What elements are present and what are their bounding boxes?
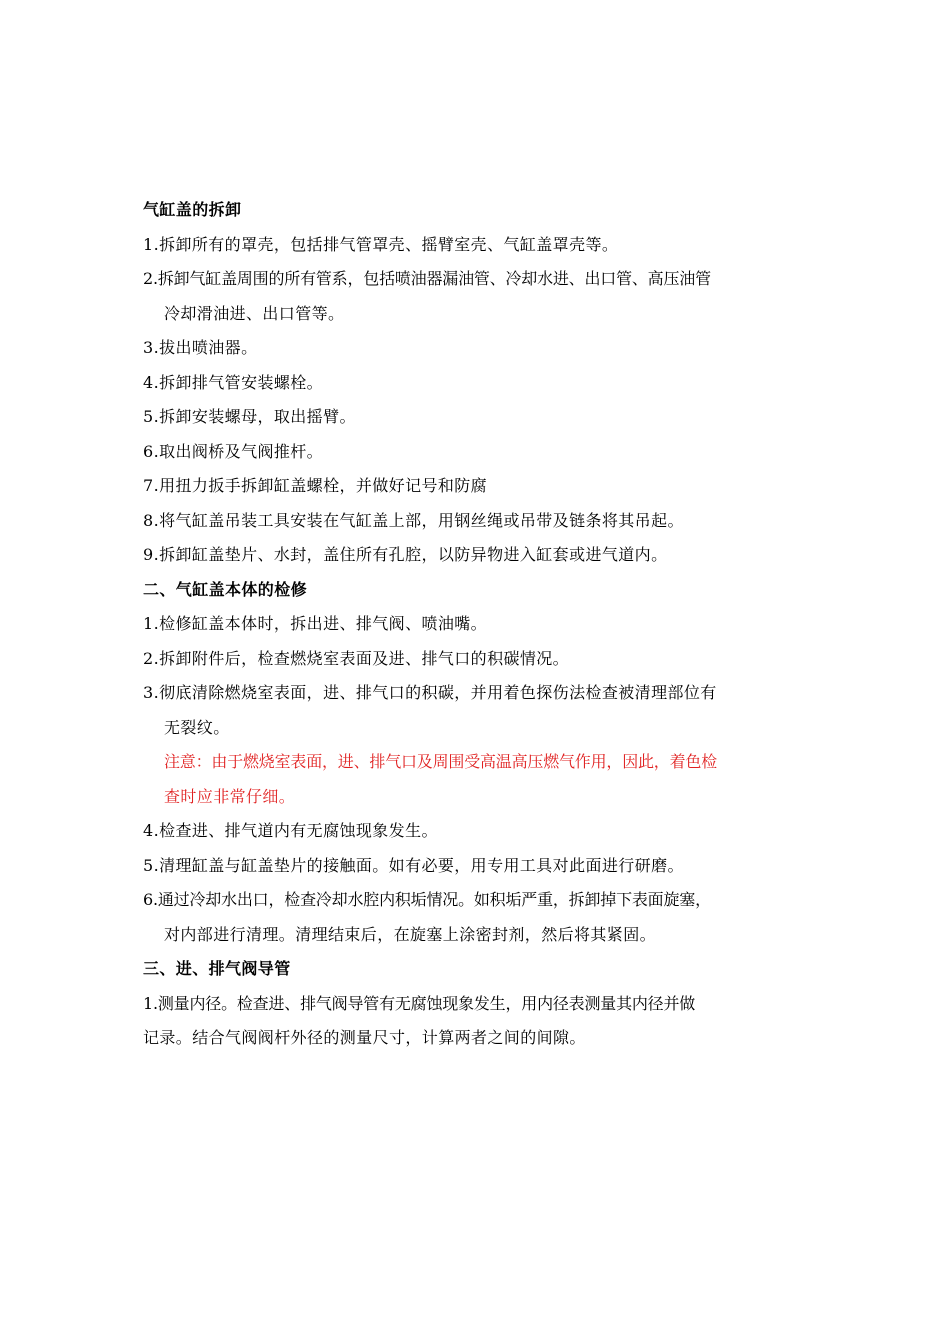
section3-item-1-cont: 记录。结合气阀阀杆外径的测量尺寸，计算两者之间的间隙。 (143, 1028, 586, 1047)
section2-item-2: 2.拆卸附件后，检查燃烧室表面及进、排气口的积碳情况。 (143, 648, 570, 668)
section1-item-6: 6.取出阀桥及气阀推杆。 (143, 441, 324, 461)
section2-item-4: 4.检查进、排气道内有无腐蚀现象发生。 (143, 821, 438, 840)
section2-item-1: 1.检修缸盖本体时，拆出进、排气阀、喷油嘴。 (143, 614, 488, 633)
section1-item-7: 7.用扭力扳手拆卸缸盖螺栓，并做好记号和防腐 (143, 476, 488, 495)
section2-title: 二、气缸盖本体的检修 (143, 579, 308, 599)
section1-title: 气缸盖的拆卸 (143, 200, 242, 219)
section1-item-8: 8.将气缸盖吊装工具安装在气缸盖上部，用钢丝绳或吊带及链条将其吊起。 (143, 510, 684, 530)
section1-item-2-cont: 冷却滑油进、出口管等。 (164, 303, 345, 323)
section2-item-3-cont: 无裂纹。 (164, 717, 230, 737)
section1-item-5: 5.拆卸安装螺母，取出摇臂。 (143, 407, 356, 426)
document-body (143, 193, 815, 1056)
section2-item-3: 3.彻底清除燃烧室表面，进、排气口的积碳，并用着色探伤法检查被清理部位有 (143, 683, 717, 702)
section2-item-6-cont: 对内部进行清理。清理结束后，在旋塞上涂密封剂，然后将其紧固。 (164, 924, 657, 944)
section2-item-5: 5.清理缸盖与缸盖垫片的接触面。如有必要，用专用工具对此面进行研磨。 (143, 855, 684, 875)
section1-item-2: 2.拆卸气缸盖周围的所有管系，包括喷油器漏油管、冷却水进、出口管、高压油管 (143, 269, 711, 288)
section2-note-cont: 查时应非常仔细。 (164, 786, 296, 806)
section1-item-3: 3.拔出喷油器。 (143, 338, 258, 357)
section3-title: 三、进、排气阀导管 (143, 959, 291, 978)
section1-item-4: 4.拆卸排气管安装螺栓。 (143, 372, 324, 392)
section2-note: 注意：由于燃烧室表面，进、排气口及周围受高温高压燃气作用，因此，着色检 (164, 752, 718, 771)
section1-item-1: 1.拆卸所有的罩壳，包括排气管罩壳、摇臂室壳、气缸盖罩壳等。 (143, 234, 619, 254)
section1-item-9: 9.拆卸缸盖垫片、水封，盖住所有孔腔，以防异物进入缸套或进气道内。 (143, 545, 668, 564)
section2-item-6: 6.通过冷却水出口，检查冷却水腔内积垢情况。如积垢严重，拆卸掉下表面旋塞， (143, 890, 711, 909)
section3-item-1: 1.测量内径。检查进、排气阀导管有无腐蚀现象发生，用内径表测量其内径并做 (143, 993, 696, 1013)
